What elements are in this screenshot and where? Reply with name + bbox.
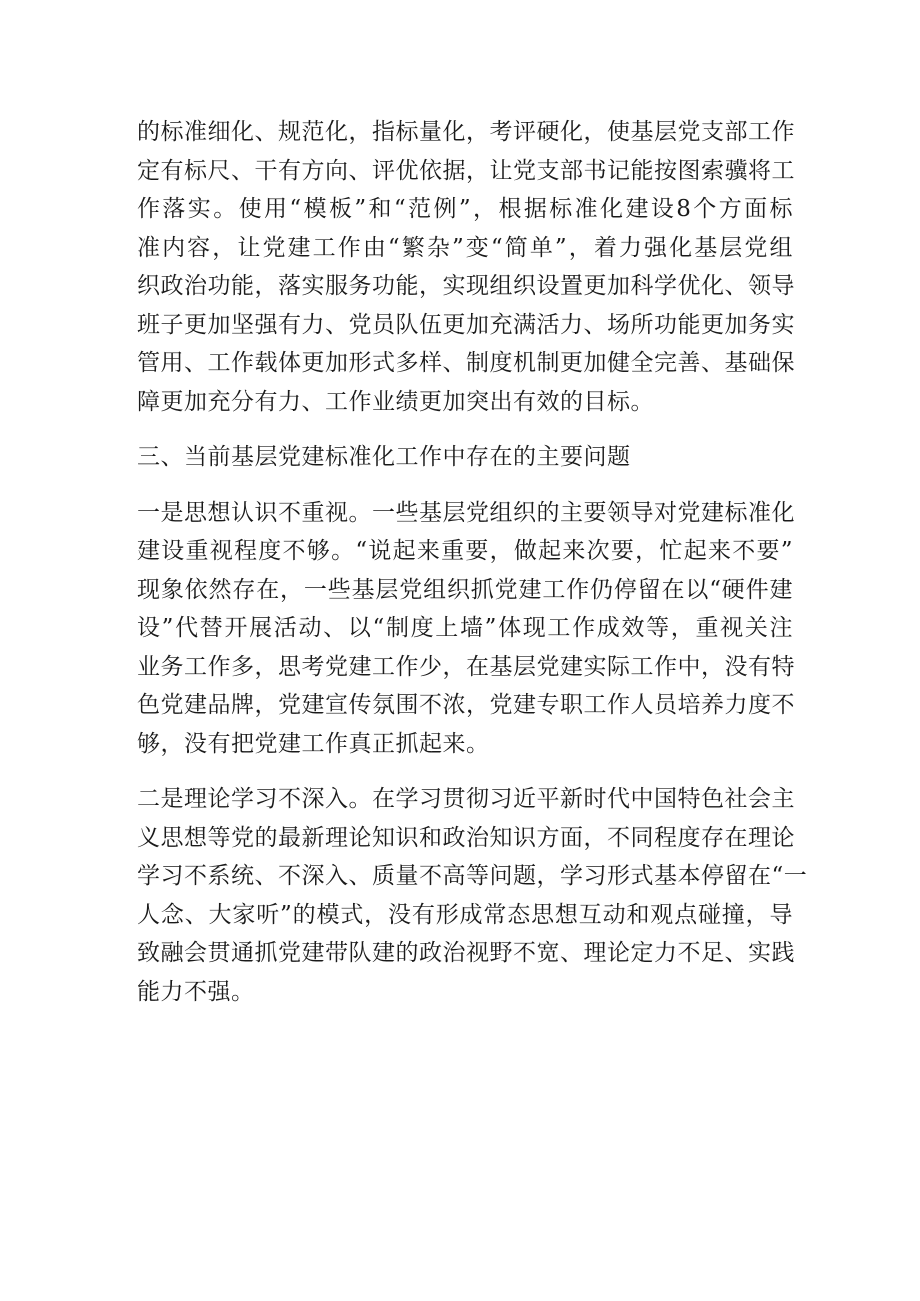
paragraph-theory-study — [137, 780, 808, 1011]
text-line: 学习不系统、不深入、质量不高等问题，学习形式基本停留在“一 — [137, 863, 808, 889]
text-line: 够，没有把党建工作真正抓起来。 — [137, 730, 490, 757]
text-line: 障更加充分有力、工作业绩更加突出有效的目标。 — [137, 388, 654, 415]
text-line: 二是理论学习不深入。在学习贯彻习近平新时代中国特色社会主 — [137, 786, 795, 812]
text-line: 能力不强。 — [137, 978, 255, 1005]
text-line: 设”代替开展活动、以“制度上墙”体现工作成效等，重视关注 — [137, 615, 793, 641]
paragraph-thinking-awareness — [137, 494, 793, 764]
text-line: 人念、大家听”的模式，没有形成常态思想互动和观点碰撞，导 — [137, 901, 793, 928]
text-line: 作落实。使用“模板”和“范例”，根据标准化建设8个方面标 — [137, 196, 793, 222]
text-line: 义思想等党的最新理论知识和政治知识方面，不同程度存在理论 — [137, 824, 795, 851]
text-line: 定有标尺、干有方向、评优依据，让党支部书记能按图索骥将工 — [137, 157, 795, 184]
text-line: 管用、工作载体更加形式多样、制度机制更加健全完善、基础保 — [137, 350, 795, 376]
section-heading — [137, 438, 793, 477]
text-line: 业务工作多，思考党建工作少，在基层党建实际工作中，没有特 — [137, 653, 795, 680]
text-line: 织政治功能，落实服务功能，实现组织设置更加科学优化、领导 — [137, 273, 795, 299]
text-line: 现象依然存在，一些基层党组织抓党建工作仍停留在以“硬件建 — [137, 576, 793, 603]
document-body — [137, 113, 808, 1011]
text-line: 班子更加坚强有力、党员队伍更加充满活力、场所功能更加务实 — [137, 311, 795, 338]
text-line: 准内容，让党建工作由“繁杂”变“简单”，着力强化基层党组 — [137, 234, 793, 261]
heading-text: 三、当前基层党建标准化工作中存在的主要问题 — [137, 444, 631, 470]
text-line: 的标准细化、规范化，指标量化，考评硬化，使基层党支部工作 — [137, 119, 795, 145]
text-line: 建设重视程度不够。“说起来重要，做起来次要，忙起来不要” — [137, 538, 793, 564]
paragraph-spacer — [137, 477, 793, 494]
paragraph-spacer — [137, 763, 793, 780]
paragraph-spacer — [137, 421, 793, 438]
text-line: 一是思想认识不重视。一些基层党组织的主要领导对党建标准化 — [137, 499, 795, 526]
paragraph-standardization-goals — [137, 113, 793, 421]
text-line: 色党建品牌，党建宣传氛围不浓，党建专职工作人员培养力度不 — [137, 692, 795, 718]
text-line: 致融会贯通抓党建带队建的政治视野不宽、理论定力不足、实践 — [137, 940, 795, 966]
